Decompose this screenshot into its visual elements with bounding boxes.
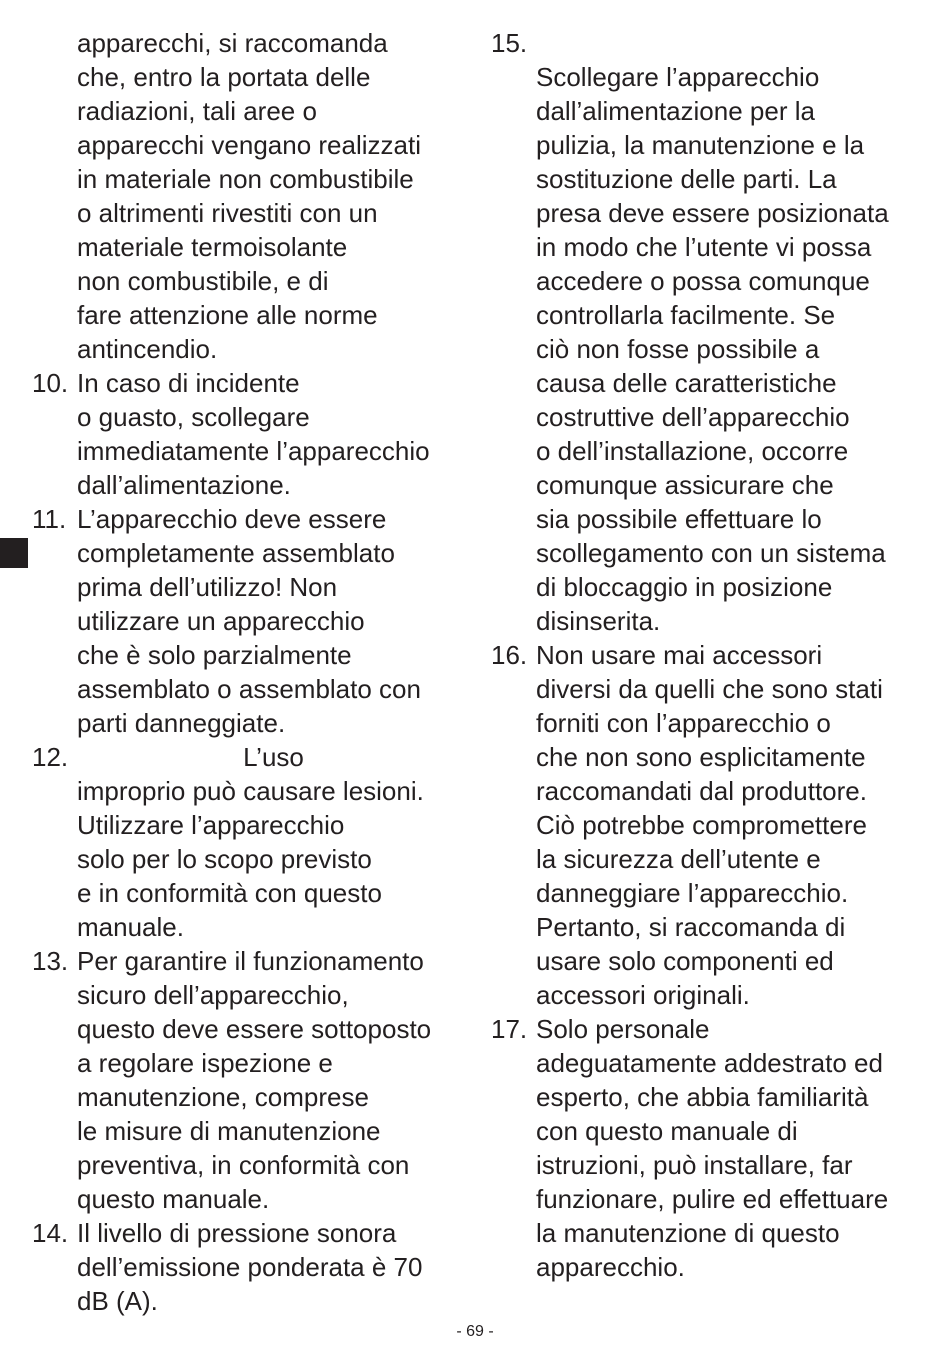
text-line [32,94,472,128]
text-line [491,468,936,502]
text-line [32,808,472,842]
item-text: manuale. [77,912,184,942]
left-column [32,26,472,1318]
item-text: solo per lo scopo previsto [77,844,372,874]
text-line [32,774,472,808]
item-text: manutenzione, comprese [77,1082,369,1112]
item-text: comunque assicurare che [536,470,834,500]
item-text: parti danneggiate. [77,708,286,738]
item-number: 12. [32,742,69,772]
text-line [32,1250,472,1284]
text-line [491,638,936,672]
item-text: Il livello di pressione sonora [77,1218,397,1248]
text-line [32,706,472,740]
text-line [491,1012,936,1046]
item-text: o dell’installazione, occorre [536,436,849,466]
item-text: Non usare mai accessori [536,640,823,670]
item-text: che, entro la portata delle [77,62,371,92]
item-text: Solo personale [536,1014,710,1044]
text-line [491,706,936,740]
text-line [491,570,936,604]
item-text: sicuro dell’apparecchio, [77,980,349,1010]
item-text: L’apparecchio deve essere [77,504,387,534]
item-text: a regolare ispezione e [77,1048,333,1078]
item-number: 15. [491,28,528,58]
item-text: diversi da quelli che sono stati [536,674,883,704]
item-text: apparecchi, si raccomanda [77,28,388,58]
item-text: funzionare, pulire ed effettuare [536,1184,889,1214]
item-text: in materiale non combustibile [77,164,414,194]
text-line [491,1216,936,1250]
text-line [491,434,936,468]
item-text: o altrimenti rivestiti con un [77,198,378,228]
text-line [491,400,936,434]
item-text: sostituzione delle parti. La [536,164,837,194]
item-text: Per garantire il funzionamento [77,946,424,976]
text-line [32,842,472,876]
text-line [32,604,472,638]
text-line [491,808,936,842]
text-line [491,332,936,366]
item-text: radiazioni, tali aree o [77,96,317,126]
item-text: improprio può causare lesioni. [77,776,424,806]
item-text: questo deve essere sottoposto [77,1014,432,1044]
text-line [32,468,472,502]
text-line [491,94,936,128]
item-text: raccomandati dal produttore. [536,776,867,806]
item-text: istruzioni, può installare, far [536,1150,853,1180]
item-text: scollegamento con un sistema [536,538,886,568]
text-line [491,604,936,638]
text-line [491,536,936,570]
item-text: controllarla facilmente. Se [536,300,836,330]
item-text: che non sono esplicitamente [536,742,866,772]
text-line [491,978,936,1012]
item-text: forniti con l’apparecchio o [536,708,831,738]
item-text: dB (A). [77,1286,158,1316]
text-line [32,1114,472,1148]
item-text: Utilizzare l’apparecchio [77,810,345,840]
item-text: di bloccaggio in posizione [536,572,833,602]
item-text: la manutenzione di questo [536,1218,840,1248]
item-text: dall’alimentazione per la [536,96,815,126]
item-text: apparecchio. [536,1252,685,1282]
text-line [32,162,472,196]
item-text: accedere o possa comunque [536,266,870,296]
item-text: ciò non fosse possibile a [536,334,820,364]
item-text: materiale termoisolante [77,232,348,262]
text-line [32,672,472,706]
item-text: accessori originali. [536,980,750,1010]
text-line [32,1012,472,1046]
text-line [491,162,936,196]
item-text: sia possibile effettuare lo [536,504,822,534]
text-line [491,876,936,910]
text-line [32,638,472,672]
text-line [32,536,472,570]
text-line [32,1046,472,1080]
text-line [491,774,936,808]
section-tab-marker [0,538,28,568]
text-line [32,502,472,536]
item-text: questo manuale. [77,1184,270,1214]
item-text: dall’alimentazione. [77,470,291,500]
item-text: che è solo parzialmente [77,640,352,670]
text-line [32,26,472,60]
text-line [491,298,936,332]
text-line [491,26,936,60]
text-line [32,230,472,264]
item-text: utilizzare un apparecchio [77,606,365,636]
text-line [491,1080,936,1114]
text-line [32,128,472,162]
item-text: disinserita. [536,606,661,636]
item-number: 10. [32,368,69,398]
text-line [32,434,472,468]
text-line [491,944,936,978]
item-text: non combustibile, e di [77,266,329,296]
text-line [32,196,472,230]
text-line [491,196,936,230]
text-line [32,298,472,332]
item-text: presa deve essere posizionata [536,198,889,228]
text-line [491,1046,936,1080]
item-text: e in conformità con questo [77,878,382,908]
item-text: Pertanto, si raccomanda di [536,912,846,942]
page-number: - 69 - [456,1323,494,1340]
text-line [32,910,472,944]
item-text: fare attenzione alle norme [77,300,378,330]
text-line [32,1148,472,1182]
right-column [491,26,936,1284]
item-text: esperto, che abbia familiarità [536,1082,869,1112]
item-text: completamente assemblato [77,538,395,568]
text-line [32,1182,472,1216]
item-number: 17. [491,1014,528,1044]
text-line [32,264,472,298]
text-line [32,740,472,774]
item-text: L’uso [77,742,304,772]
text-line [491,1250,936,1284]
text-line [32,978,472,1012]
item-text: le misure di manutenzione [77,1116,381,1146]
text-line [32,944,472,978]
item-text: la sicurezza dell’utente e [536,844,821,874]
text-line [32,570,472,604]
text-line [491,366,936,400]
text-line [32,332,472,366]
item-text: adeguatamente addestrato ed [536,1048,883,1078]
item-number: 16. [491,640,528,670]
text-line [32,400,472,434]
text-line [491,1182,936,1216]
text-line [32,366,472,400]
item-text: con questo manuale di [536,1116,798,1146]
text-line [32,1080,472,1114]
item-text: costruttive dell’apparecchio [536,402,850,432]
text-line [491,1148,936,1182]
text-line [491,128,936,162]
item-text: preventiva, in conformità con [77,1150,410,1180]
item-text: assemblato o assemblato con [77,674,421,704]
text-line [32,1216,472,1250]
item-text: Scollegare l’apparecchio [536,62,820,92]
text-line [491,230,936,264]
item-number: 14. [32,1218,69,1248]
text-line [491,60,936,94]
item-text: usare solo componenti ed [536,946,834,976]
item-text: antincendio. [77,334,218,364]
text-line [491,842,936,876]
item-text: in modo che l’utente vi possa [536,232,872,262]
item-text: dell’emissione ponderata è 70 [77,1252,423,1282]
text-line [32,1284,472,1318]
item-text: Ciò potrebbe compromettere [536,810,867,840]
item-text: prima dell’utilizzo! Non [77,572,338,602]
text-line [32,60,472,94]
item-text: In caso di incidente [77,368,300,398]
item-text: pulizia, la manutenzione e la [536,130,865,160]
text-line [32,876,472,910]
item-text: immediatamente l’apparecchio [77,436,430,466]
item-number: 11. [32,504,67,534]
text-line [491,910,936,944]
text-line [491,502,936,536]
text-line [491,740,936,774]
item-text: apparecchi vengano realizzati [77,130,421,160]
item-text: o guasto, scollegare [77,402,310,432]
item-text: causa delle caratteristiche [536,368,837,398]
item-text: danneggiare l’apparecchio. [536,878,849,908]
text-line [491,1114,936,1148]
text-line [491,672,936,706]
text-line [491,264,936,298]
item-number: 13. [32,946,69,976]
